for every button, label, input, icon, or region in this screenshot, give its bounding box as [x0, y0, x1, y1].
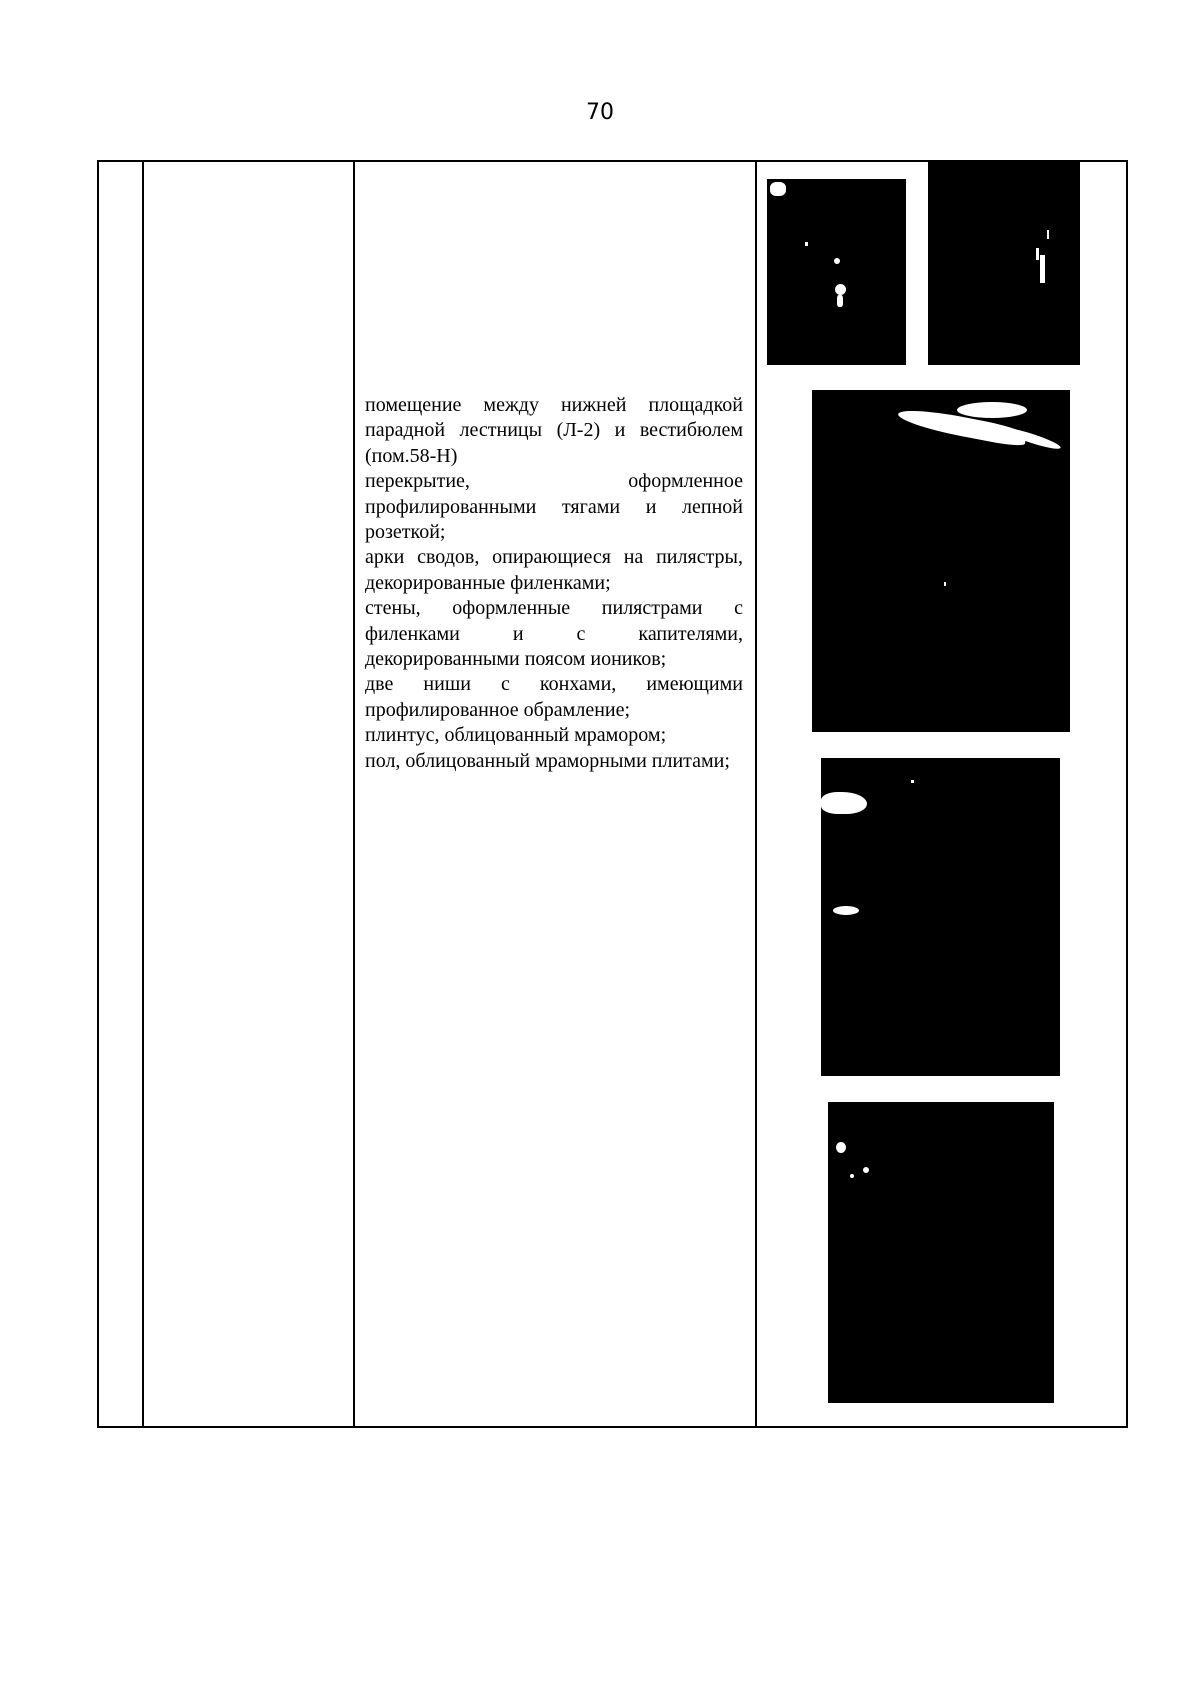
photo-wall-niche — [821, 758, 1060, 1076]
description-line: помещение между нижней площадкой парадной лестницы (Л-2) и вестибюлем (пом.58-Н) — [365, 394, 743, 467]
description-line: плинтус, облицованный мрамором; — [365, 724, 667, 747]
description-line: пол, облицованный мраморными плитами; — [365, 749, 730, 772]
description-line: арки сводов, опирающиеся на пилястры, декорированные филенками; — [365, 546, 743, 594]
photo-ceiling-rosette — [767, 179, 906, 365]
photo-arch-pilaster — [928, 160, 1080, 365]
description-line: стены, оформленные пилястрами с филенками и с капителями, декорированными поясом иоников; — [365, 597, 743, 671]
photo-marble-floor — [828, 1102, 1054, 1403]
description-cell — [365, 393, 743, 774]
photo-vault-arches — [812, 390, 1070, 732]
column-divider-1 — [142, 160, 144, 1428]
description-line: перекрытие, оформленное профилированными тягами и лепной розеткой; — [365, 470, 743, 544]
column-divider-3 — [755, 160, 757, 1428]
description-line: две ниши с конхами, имеющими профилированное обрамление; — [365, 673, 743, 721]
column-divider-2 — [353, 160, 355, 1428]
page-number: 70 — [586, 100, 614, 125]
